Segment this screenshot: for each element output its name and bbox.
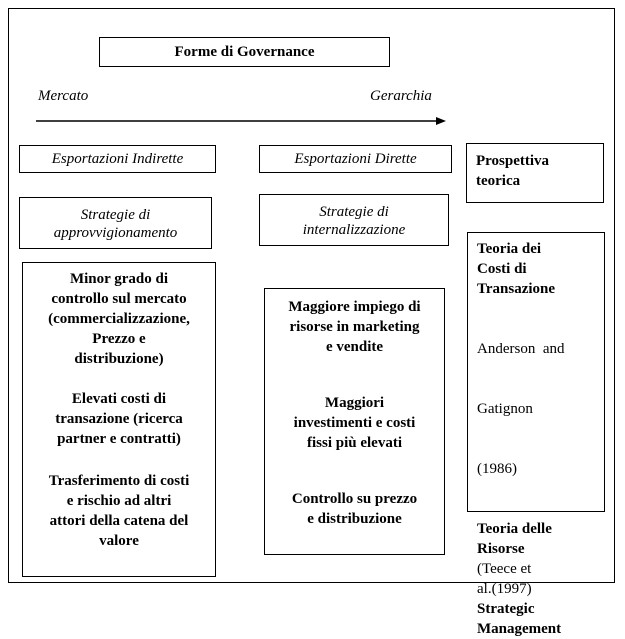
- text-line: Anderson and: [477, 341, 565, 357]
- text-line: fissi più elevati: [306, 435, 402, 451]
- text-line: approvvigionamento: [53, 225, 178, 241]
- text-line: transazione (ricerca: [55, 411, 183, 427]
- market-hierarchy-arrow: [36, 113, 446, 129]
- text-line: Strategic: [477, 601, 535, 617]
- text-line: e vendite: [325, 339, 384, 355]
- text-line: Elevati costi di: [71, 391, 167, 407]
- governance-title: [99, 37, 390, 67]
- detail-left-1: [23, 269, 215, 369]
- text-line: attori della catena del: [49, 513, 189, 529]
- text-line: e distribuzione: [307, 511, 402, 527]
- theory-box: [467, 232, 605, 637]
- detail-middle-2: [265, 393, 444, 453]
- theory-strategic-management: [477, 599, 604, 639]
- header-indirect-exports: [19, 145, 216, 173]
- text-line: Controllo su prezzo: [291, 491, 418, 507]
- governance-title-text: Forme di Governance: [174, 43, 315, 60]
- text-line: controllo sul mercato: [51, 291, 187, 307]
- detail-left-2: [23, 389, 215, 449]
- text-line: (Teece et: [477, 561, 532, 577]
- text-line: Teoria dei: [477, 241, 542, 257]
- detail-middle-3: [265, 489, 444, 529]
- text-line: Maggiori: [324, 395, 385, 411]
- header-theoretical-perspective: [466, 143, 604, 203]
- text-line: distribuzione): [74, 351, 164, 367]
- text-line: Risorse: [477, 541, 525, 557]
- axis-right-label: Gerarchia: [370, 88, 432, 104]
- theory-author-1: [477, 299, 604, 519]
- theory-transaction-costs: [477, 239, 604, 299]
- text-line: partner e contratti): [57, 431, 181, 447]
- text-line: (commercializzazione,: [48, 311, 190, 327]
- text-line: Esportazioni Indirette: [51, 150, 184, 167]
- text-line: risorse in marketing: [289, 319, 420, 335]
- text-line: Gatignon: [477, 401, 533, 417]
- text-line: Trasferimento di costi: [48, 473, 190, 489]
- text-line: Costi di: [477, 261, 527, 277]
- detail-box-middle: [264, 288, 445, 555]
- detail-middle-1: [265, 297, 444, 357]
- text-line: Prospettiva: [476, 153, 550, 169]
- text-line: Management: [477, 621, 562, 637]
- text-line: Teoria delle: [477, 521, 552, 537]
- detail-box-left: [22, 262, 216, 577]
- detail-left-3: [23, 471, 215, 551]
- text-line: Prezzo e: [92, 331, 146, 347]
- strategy-internalization: [259, 194, 449, 246]
- text-line: Transazione: [477, 281, 556, 297]
- axis-left-label: Mercato: [38, 88, 89, 104]
- text-line: Esportazioni Dirette: [294, 150, 417, 167]
- text-line: (1986): [477, 461, 517, 477]
- text-line: valore: [99, 533, 139, 549]
- text-line: Maggiore impiego di: [288, 299, 421, 315]
- theory-resources: [477, 519, 604, 559]
- text-line: al.(1997): [477, 581, 532, 597]
- text-line: Minor grado di: [69, 271, 169, 287]
- theory-author-2: [477, 559, 604, 599]
- text-line: investimenti e costi: [293, 415, 416, 431]
- text-line: e rischio ad altri: [66, 493, 172, 509]
- text-line: Strategie di: [319, 204, 389, 220]
- strategy-procurement: [19, 197, 212, 249]
- text-line: Strategie di: [80, 207, 151, 223]
- header-direct-exports: [259, 145, 452, 173]
- text-line: internalizzazione: [302, 222, 406, 238]
- text-line: teorica: [476, 173, 521, 189]
